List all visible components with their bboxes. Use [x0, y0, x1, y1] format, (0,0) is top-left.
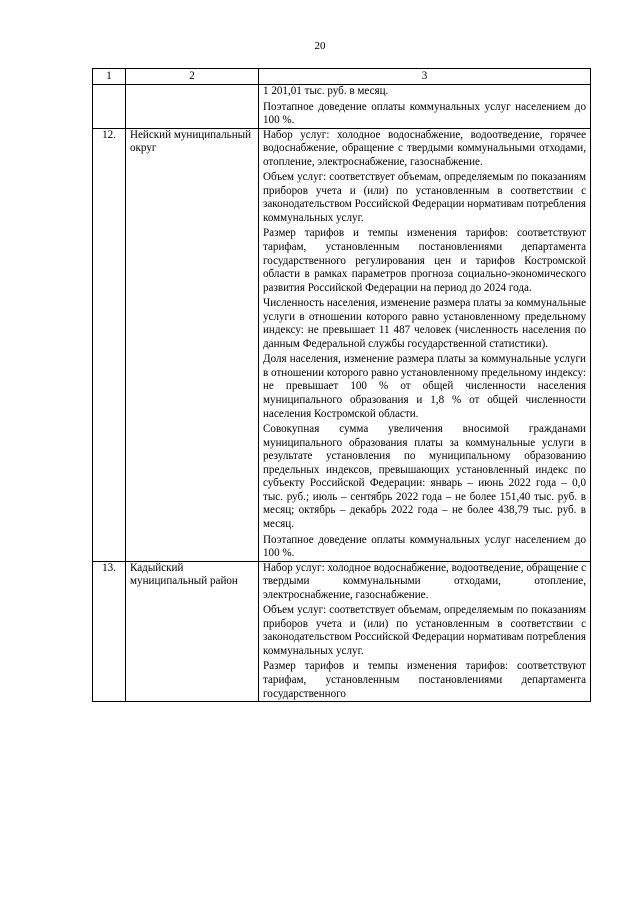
- paragraph: Поэтапное доведение оплаты коммунальных услуг населением до 100 %.: [263, 533, 586, 560]
- paragraph: Размер тарифов и темпы изменения тарифов: соответствуют тарифам, установленным постановлениями департамента государственного регулирования цен и тарифов Костромской области в рамках параметров прогноза социально-экономического развития Российской Федерации на период до 2024 года.: [263, 227, 586, 294]
- paragraph: Совокупная сумма увеличения вносимой гражданами муниципального образования платы за коммунальные услуги в результате установления по муниципальному образованию предельных индексов, превышающих установленный индекс по субъекту Российской Федерации: январь – июнь 2022 года – 0,0 тыс. руб.; июль – сентябрь 2022 года – не более 151,40 тыс. руб. в месяц; октябрь – декабрь 2022 года – не более 438,79 тыс. руб. в месяц.: [263, 423, 586, 530]
- paragraph: Численность населения, изменение размера платы за коммунальные услуги в отношении которого равно установленному предельному индексу: не превышает 11 487 человек (численность населения по данным Федеральной службы государственной статистики).: [263, 297, 586, 350]
- municipality-name: Нейский муниципальный округ: [126, 128, 259, 561]
- header-col-2: 2: [126, 69, 259, 85]
- paragraph: Набор услуг: холодное водоснабжение, водоотведение, горячее водоснабжение, обращение с твердыми коммунальными отходами, отопление, электроснабжение, газоснабжение.: [263, 128, 586, 168]
- paragraph: 1 201,01 тыс. руб. в месяц.: [263, 85, 389, 97]
- table-header-row: [93, 69, 591, 85]
- row-number-cell: 13.: [93, 561, 126, 701]
- paragraph: Поэтапное доведение оплаты коммунальных услуг населением до 100 %.: [263, 100, 586, 127]
- paragraph: Объем услуг: соответствует объемам, определяемым по показаниям приборов учета и (или) по установленным в соответствии с законодательством Российской Федерации нормативам потребления коммунальных услуг.: [263, 171, 586, 224]
- paragraph: Размер тарифов и темпы изменения тарифов: соответствуют тарифам, установленным постановлениями департамента государственного: [263, 660, 586, 700]
- row-content-cell: [259, 561, 591, 701]
- page-number: 20: [314, 40, 326, 52]
- row-content-cell: [259, 85, 591, 129]
- table-row-continuation: [93, 85, 591, 129]
- table-row-12: [93, 128, 591, 561]
- paragraph: Набор услуг: холодное водоснабжение, водоотведение, обращение с твердыми коммунальными отходами, отопление, электроснабжение, газоснабжение.: [263, 561, 586, 601]
- municipality-name: Кадыйский муниципальный район: [126, 561, 259, 701]
- document-table: [92, 68, 591, 702]
- row-number-cell: [93, 85, 126, 129]
- paragraph: Объем услуг: соответствует объемам, определяемым по показаниям приборов учета и (или) по установленным в соответствии с законодательством Российской Федерации нормативам потребления коммунальных услуг.: [263, 604, 586, 657]
- paragraph: Доля населения, изменение размера платы за коммунальные услуги в отношении которого равно установленному предельному индексу: не превышает 100 % от общей численности населения муниципального образования и 1,8 % от общей численности населения Костромской области.: [263, 353, 586, 420]
- row-name-cell: [126, 85, 259, 129]
- row-content-cell: [259, 128, 591, 561]
- header-col-1: 1: [93, 69, 126, 85]
- table-row-13: [93, 561, 591, 701]
- header-col-3: 3: [259, 69, 591, 85]
- row-number-cell: 12.: [93, 128, 126, 561]
